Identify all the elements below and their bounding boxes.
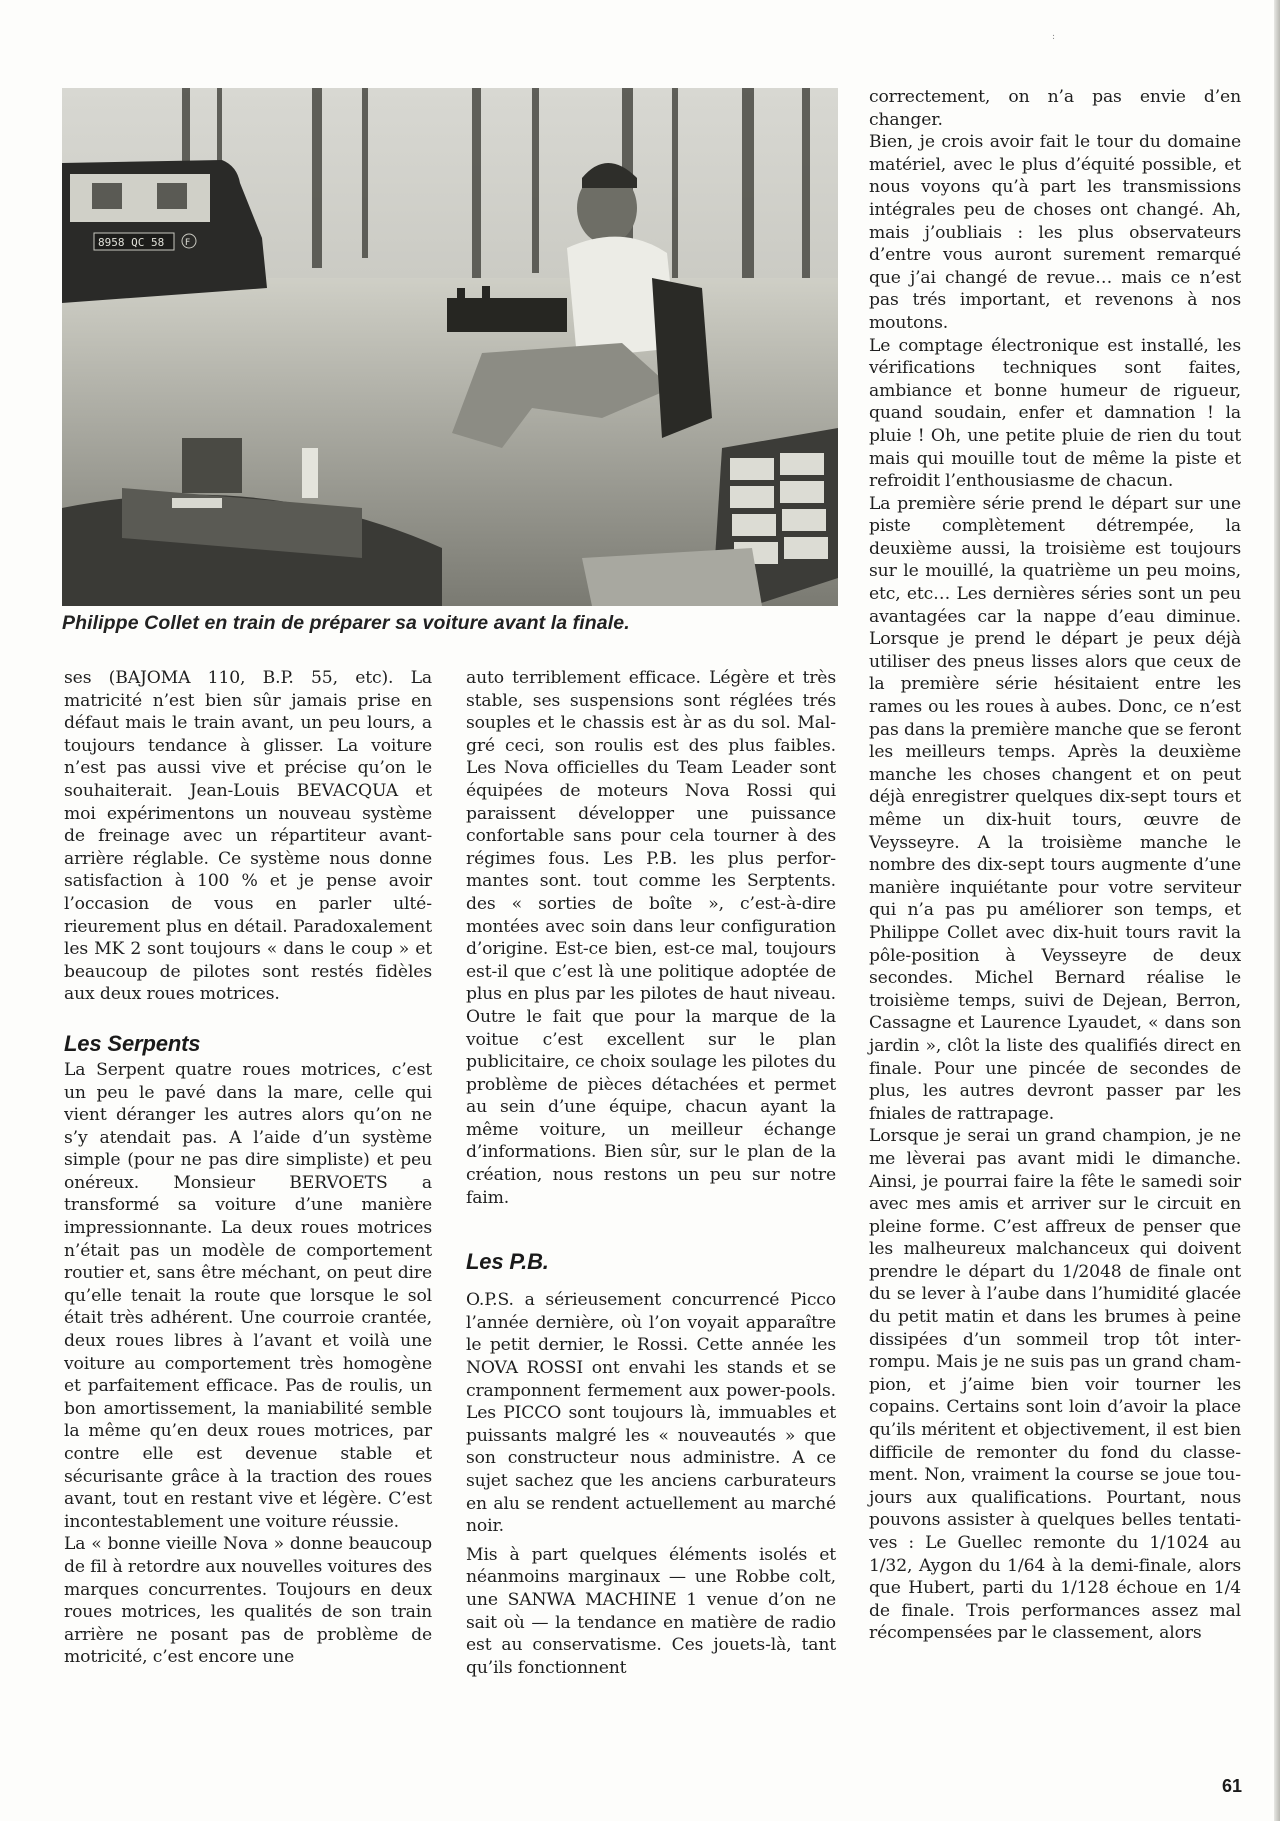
body-paragraph: Le comptage électronique est installé, les vérifications techniques sont faites, ambiance et bonne humeur de rigueur, quand soudain, enfer et damnation ! la pluie ! Oh, une petite pluie de rien du tout mais qui mouille tout de même la piste et refroidit l’enthousiasme de chacun. <box>869 335 1241 492</box>
body-paragraph: Mis à part quelques éléments isolés et néanmoins marginaux — une Robbe colt, une SANWA MACHINE 1 venue d’on ne sait où — la tendance en matière de radio est au conservatisme. Ces jouets-là, tant qu’ils fonctionnent <box>466 1544 836 1678</box>
text-column-right <box>869 86 1241 1645</box>
text-column-left <box>64 667 432 1669</box>
parked-car <box>62 160 267 303</box>
body-paragraph: La Serpent quatre roues motrices, c’est un peu le pavé dans la mare, celle qui vient déranger les autres alors qu’on ne s’y atendait pas. A l’aide d’un système simple (pour ne pas dire simpliste) et peu onéreux. Monsieur BERVOETS a transformé sa voiture d’une manière impressionnante. La deux roues motrices n’était pas un modèle de comportement routier et, sans être méchant, on peut dire qu’elle tenait la route que lorsque le sol était très adhérent. Une courroie crantée, deux roues libres à l’avant et voilà une voiture au comportement très homogène et parfaitement efficace. Pas de roulis, un bon amortissement, la maniabilité semble la même qu’en deux roues motrices, par contre elle est devenue stable et sécurisante grâce à la traction des roues avant, tout en restant vive et légère. C’est incontestablement une voiture réussie. <box>64 1059 432 1532</box>
section-heading-serpents: Les Serpents <box>64 1030 201 1056</box>
body-paragraph: O.P.S. a sérieusement concurrencé Picco l’année dernière, où l’on voyait apparaître le petit dernier, le Rossi. Cette année les NOVA ROSSI ont envahi les stands et se cramponnent fermement aux power-pools. Les PICCO sont toujours là, immuables et puissants malgré les « nouveautés » que son constructeur nous administre. A ce sujet sachez que les anciens carburateurs en alu se rendent actuellement au marché noir. <box>466 1290 836 1537</box>
page-binding-edge <box>1274 0 1280 1821</box>
body-paragraph: correctement, on n’a pas envie d’en changer. <box>869 87 1241 130</box>
body-paragraph: ses (BAJOMA 110, B.P. 55, etc). La matricité n’est bien sûr jamais prise en défaut mais le train avant, un peu lours, a toujours tendance à glisser. La voiture n’est pas aussi vive et précise qu’on le souhaiterait. Jean-Louis BEVACQUA et moi expérimentons un nouveau système de freinage avec un répartiteur avant-arrière réglable. Ce système nous donne satisfaction à 100 % et je pense avoir l’occasion de vous en parler ultérieurement plus en détail. Paradoxalement les MK 2 sont toujours « dans le coup » et beaucoup de pilotes sont restés fidèles aux deux roues motrices. <box>64 668 432 1005</box>
photo-caption: Philippe Collet en train de préparer sa voiture avant la finale. <box>62 612 630 634</box>
section-heading-pb: Les P.B. <box>466 1249 549 1275</box>
body-paragraph: Lorsque je serai un grand champion, je ne me lèverai pas avant midi le dimanche. Ainsi, je pourrai faire la fête le samedi soir avec mes amis et arriver sur le circuit en pleine forme. C’est affreux de penser que les malheureux malchanceux qui doivent prendre le départ du 1/2048 de finale ont du se lever à l’aube dans l’humidité glacée du petit matin et dans les brumes à peine dissipées d’un sommeil trop tôt interrompu. Mais je ne suis pas un grand champion, et j’aime bien voir tourner les copains. Certains sont loin d’avoir la place qu’ils méritent et objectivement, il est bien difficile de remonter du fond du classement. Non, vraiment la course se joue toujours aux qualifications. Pourtant, nous pouvons assister à quelques belles tentatives : Le Guellec remonte du 1/1024 au 1/32, Aygon du 1/64 à la demi-finale, alors que Hubert, parti du 1/128 échoue en 1/4 de finale. Trois performances assez mal récompensées par le classement, alors <box>869 1126 1241 1644</box>
body-paragraph: La « bonne vieille Nova » donne beaucoup de fil à retordre aux nouvelles voitures des marques concurrentes. Toujours en deux roues motrices, les qualités de son train arrière ne posant pas de problème de motricité, c’est encore une <box>64 1534 432 1668</box>
photo-illustration <box>62 88 838 606</box>
svg-text:F: F <box>185 238 191 248</box>
stray-print-mark: : <box>1052 32 1056 42</box>
page-number: 61 <box>1222 1776 1243 1796</box>
svg-text:8958 QC 58: 8958 QC 58 <box>98 236 165 249</box>
body-paragraph: auto terriblement efficace. Légère et très stable, ses suspensions sont réglées trés souples et le chassis est àr as du sol. Malgré ceci, son roulis est des plus faibles. Les Nova officielles du Team Leader sont équipées de moteurs Nova Rossi qui paraissent développer une puissance confortable sans pour cela tourner à des régimes fous. Les P.B. les plus performantes sont. tout comme les Serptents. des « sorties de boîte », c’est-à-dire montées avec soin dans leur configuration d’origine. Est-ce bien, est-ce mal, toujours est-il que c’est là une politique adoptée de plus en plus par les pilotes de haut niveau. Outre le fait que pour la marque de la voitue c’est excellent sur le plan publicitaire, ce choix soulage les pilotes du problème de pièces détachées et permet au sein d’une équipe, chacun ayant la même voiture, un meilleur échange d’informations. Bien sûr, sur le plan de la création, nous restons un peu sur notre faim. <box>466 668 836 1208</box>
article-photo <box>62 88 838 606</box>
body-paragraph: Bien, je crois avoir fait le tour du domaine matériel, avec le plus d’équité possible, et nous voyons qu’à part les transmissions intégrales peu de choses ont changé. Ah, mais j’oubliais : les plus observateurs d’entre vous auront surement remarqué que j’ai changé de revue… mais ce n’est pas trés important, et revenons à nos moutons. <box>869 132 1241 333</box>
text-column-middle <box>466 667 836 1679</box>
body-paragraph: La première série prend le départ sur une piste complètement détrempée, la deuxième aussi, la troisième est toujours sur le mouillé, la quatrième un peu moins, etc, etc… Les dernières séries sont un peu avantagées car la nappe d’eau diminue. Lorsque je prend le départ je peux déjà utiliser des pneus lisses alors que ceux de la première série hésitaient entre les rames ou les roues à aubes. Donc, ce n’est pas dans la première manche que se feront les meilleurs temps. Après la deuxième manche les choses changent et on peut déjà enregistrer quelques dix-sept tours et même un dix-huit tours, œuvre de Veysseyre. A la troisième manche le nombre des dix-sept tours augmente d’une manière inquiétante pour votre serviteur qui n’a pas pu améliorer son temps, et Philippe Collet avec dix-huit tours ravit la pôle-position à Veysseyre de deux secondes. Michel Bernard réalise le troisième temps, suivi de Dejean, Berron, Cassagne et Laurence Lyaudet, « dans son jardin », clôt la liste des qualifiés direct en finale. Pour une pincée de secondes de plus, les autres devront passer par les fniales de rattrapage. <box>869 493 1241 1124</box>
